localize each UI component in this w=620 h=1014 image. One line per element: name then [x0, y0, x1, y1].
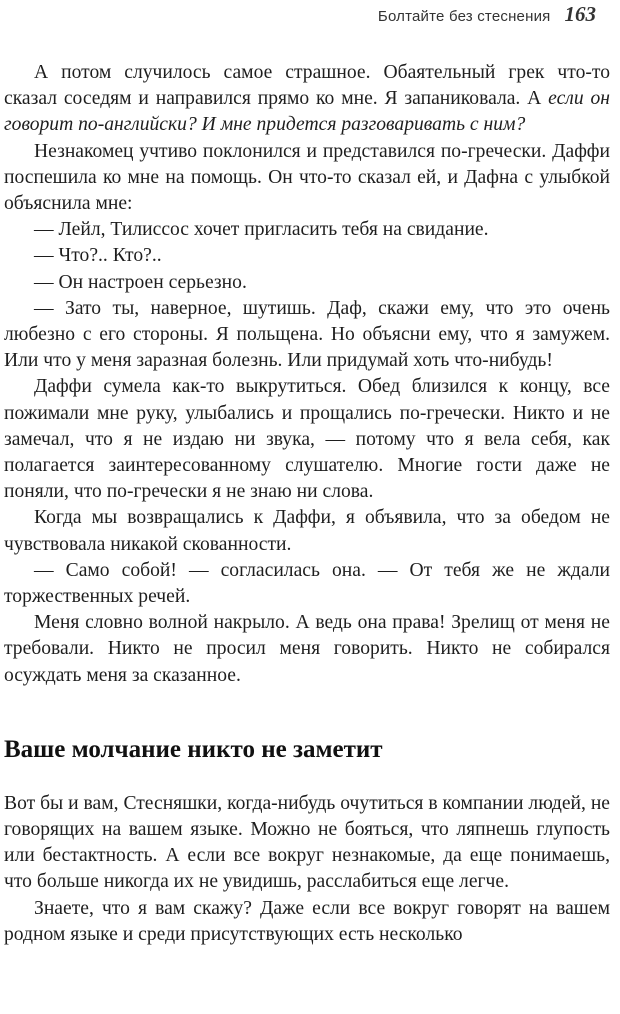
- paragraph: Знаете, что я вам скажу? Даже если все вокруг говорят на вашем родном языке и среди присутствующих есть несколько: [4, 897, 610, 945]
- paragraph: Меня словно волной накрыло. А ведь она права! Зрелищ от меня не требовали. Никто не просил меня говорить. Никто не собирался осуждать меня за сказанное.: [4, 612, 610, 686]
- paragraph: Когда мы возвращались к Даффи, я объявила, что за обедом не чувствовала никакой скованности.: [4, 507, 610, 555]
- paragraph: Вот бы и вам, Стесняшки, когда-нибудь очутиться в компании людей, не говорящих на вашем языке. Можно не бояться, что ляпнешь глупость или бестактность. А если все вокруг незнакомые, да еще понимаешь, что больше никогда их не увидишь, расслабиться еще легче.: [4, 792, 610, 893]
- section-heading: Ваше молчание никто не заметит: [4, 735, 383, 763]
- dialogue-line: — Лейл, Тилиссос хочет пригласить тебя на свидание.: [34, 219, 489, 241]
- body-text: [4, 60, 610, 948]
- paragraph: Даффи сумела как-то выкрутиться. Обед близился к концу, все пожимали мне руку, улыбались и прощались по-гречески. Никто и не замечал, что я не издаю ни звука, — потому что я вела себя, как полагается заинтересованному слушателю. Многие гости даже не поняли, что по-гречески я не знаю ни слова.: [4, 376, 610, 503]
- page-header: [378, 2, 596, 27]
- paragraph: [4, 60, 610, 139]
- dialogue-line: — Само собой! — согласилась она. — От тебя же не ждали торжественных речей.: [4, 559, 610, 608]
- italic-thought: если он говорит по-английски? И мне придется разговаривать с ним?: [4, 88, 610, 136]
- dialogue-line: — Что?.. Кто?..: [34, 245, 162, 267]
- paragraph: Незнакомец учтиво поклонился и представился по-гречески. Даффи поспешила ко мне на помощь. Он что-то сказал ей, и Дафна с улыбкой объяснила мне:: [4, 140, 610, 215]
- dialogue-line: — Зато ты, наверное, шутишь. Даф, скажи ему, что это очень любезно с его стороны. Я польщена. Но объясни ему, что я замужем. Или что у меня заразная болезнь. Или придумай хоть что-нибудь!: [4, 297, 610, 372]
- dialogue-line: — Он настроен серьезно.: [34, 271, 247, 293]
- page-number: 163: [564, 2, 596, 26]
- running-title: Болтайте без стеснения: [377, 8, 551, 25]
- paragraph-text: А потом случилось самое страшное. Обаятельный грек что-то сказал соседям и направился прямо ко мне. Я запаниковала. А: [4, 62, 610, 110]
